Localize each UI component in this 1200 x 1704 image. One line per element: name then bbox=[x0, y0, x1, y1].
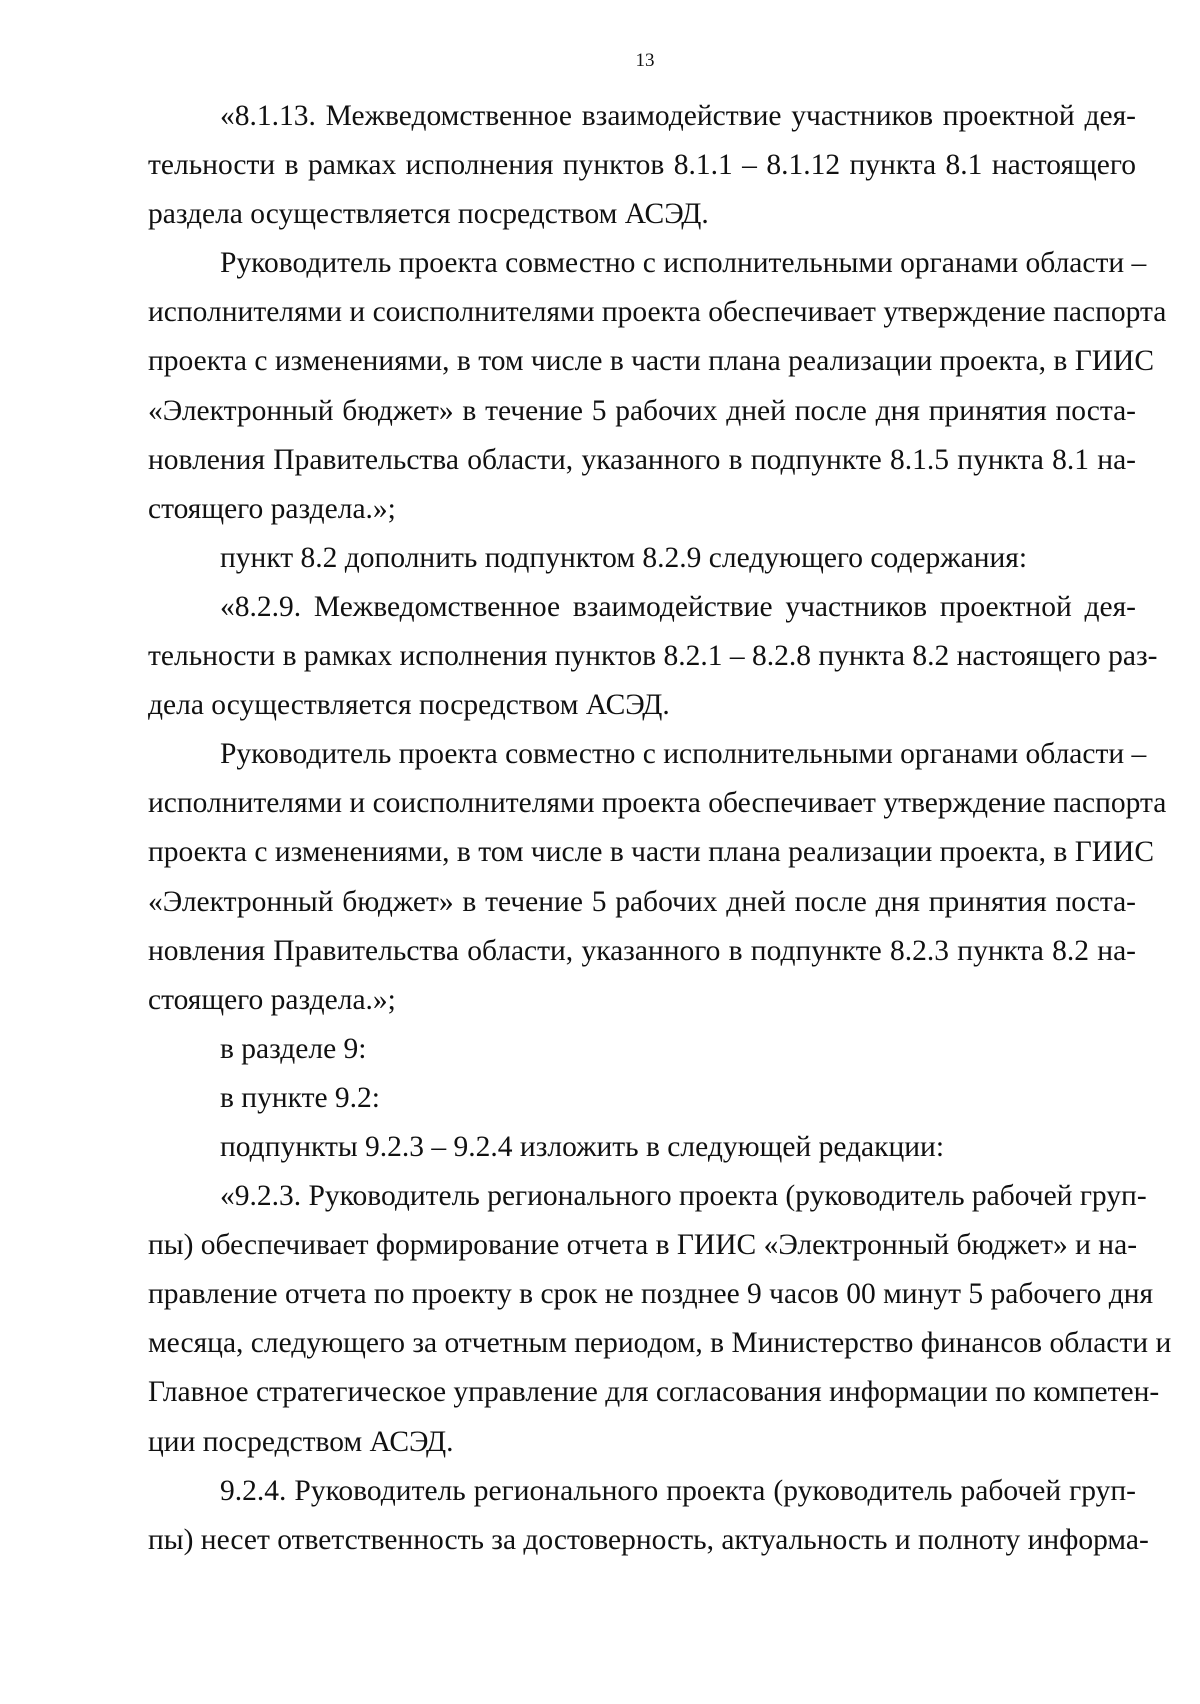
paragraph-p8 bbox=[148, 1123, 1136, 1172]
text-line: «Электронный бюджет» в течение 5 рабочих дней после дня принятия поста- bbox=[148, 885, 1136, 918]
text-line: 9.2.4. Руководитель регионального проекта (руководитель рабочей груп- bbox=[220, 1474, 1136, 1507]
paragraph-p6 bbox=[148, 1025, 1136, 1074]
text-line: пы) несет ответственность за достоверность, актуальность и полноту информа- bbox=[148, 1523, 1149, 1556]
text-line: тельности в рамках исполнения пунктов 8.1.1 – 8.1.12 пункта 8.1 настоящего bbox=[148, 149, 1136, 182]
text-line: новления Правительства области, указанного в подпункте 8.2.3 пункта 8.2 на- bbox=[148, 934, 1136, 967]
document-body bbox=[148, 92, 1172, 1565]
text-line: стоящего раздела.»; bbox=[148, 492, 396, 525]
text-line: пункт 8.2 дополнить подпунктом 8.2.9 следующего содержания: bbox=[220, 541, 1028, 574]
paragraph-p9 bbox=[148, 1172, 1172, 1467]
text-line: «9.2.3. Руководитель регионального проекта (руководитель рабочей груп- bbox=[220, 1180, 1147, 1213]
paragraph-p10 bbox=[148, 1467, 1149, 1565]
text-line: Руководитель проекта совместно с исполнительными органами области – bbox=[220, 738, 1147, 771]
text-line: стоящего раздела.»; bbox=[148, 983, 396, 1016]
text-line: Руководитель проекта совместно с исполнительными органами области – bbox=[220, 247, 1147, 280]
text-line: «Электронный бюджет» в течение 5 рабочих дней после дня принятия поста- bbox=[148, 394, 1136, 427]
text-line: проекта с изменениями, в том числе в части плана реализации проекта, в ГИИС bbox=[148, 836, 1155, 869]
paragraph-p1 bbox=[148, 92, 1136, 239]
text-line: «8.1.13. Межведомственное взаимодействие участников проектной дея- bbox=[220, 100, 1136, 132]
text-line: тельности в рамках исполнения пунктов 8.2.1 – 8.2.8 пункта 8.2 настоящего раз- bbox=[148, 640, 1158, 673]
text-line: правление отчета по проекту в срок не позднее 9 часов 00 минут 5 рабочего дня bbox=[148, 1278, 1154, 1311]
text-line: проекта с изменениями, в том числе в части плана реализации проекта, в ГИИС bbox=[148, 345, 1155, 378]
text-line: ции посредством АСЭД. bbox=[148, 1425, 454, 1458]
text-line: исполнителями и соисполнителями проекта обеспечивает утверждение паспорта bbox=[148, 296, 1167, 329]
paragraph-p5 bbox=[148, 730, 1167, 1025]
paragraph-p3 bbox=[148, 534, 1136, 583]
text-line: подпункты 9.2.3 – 9.2.4 изложить в следующей редакции: bbox=[220, 1130, 945, 1163]
page-number: 13 bbox=[635, 50, 655, 71]
paragraph-p2 bbox=[148, 239, 1167, 534]
text-line: Главное стратегическое управление для согласования информации по компетен- bbox=[148, 1376, 1160, 1409]
text-line: исполнителями и соисполнителями проекта обеспечивает утверждение паспорта bbox=[148, 787, 1167, 820]
text-line: месяца, следующего за отчетным периодом, в Министерство финансов области и bbox=[148, 1327, 1172, 1360]
text-line: раздела осуществляется посредством АСЭД. bbox=[148, 198, 709, 231]
text-line: пы) обеспечивает формирование отчета в ГИИС «Электронный бюджет» и на- bbox=[148, 1229, 1138, 1262]
paragraph-p7 bbox=[148, 1074, 1136, 1123]
text-line: в разделе 9: bbox=[220, 1032, 367, 1065]
paragraph-p4 bbox=[148, 583, 1158, 730]
text-line: дела осуществляется посредством АСЭД. bbox=[148, 689, 670, 722]
text-line: новления Правительства области, указанного в подпункте 8.1.5 пункта 8.1 на- bbox=[148, 443, 1136, 476]
text-line: в пункте 9.2: bbox=[220, 1081, 381, 1114]
text-line: «8.2.9. Межведомственное взаимодействие участников проектной дея- bbox=[220, 590, 1136, 623]
